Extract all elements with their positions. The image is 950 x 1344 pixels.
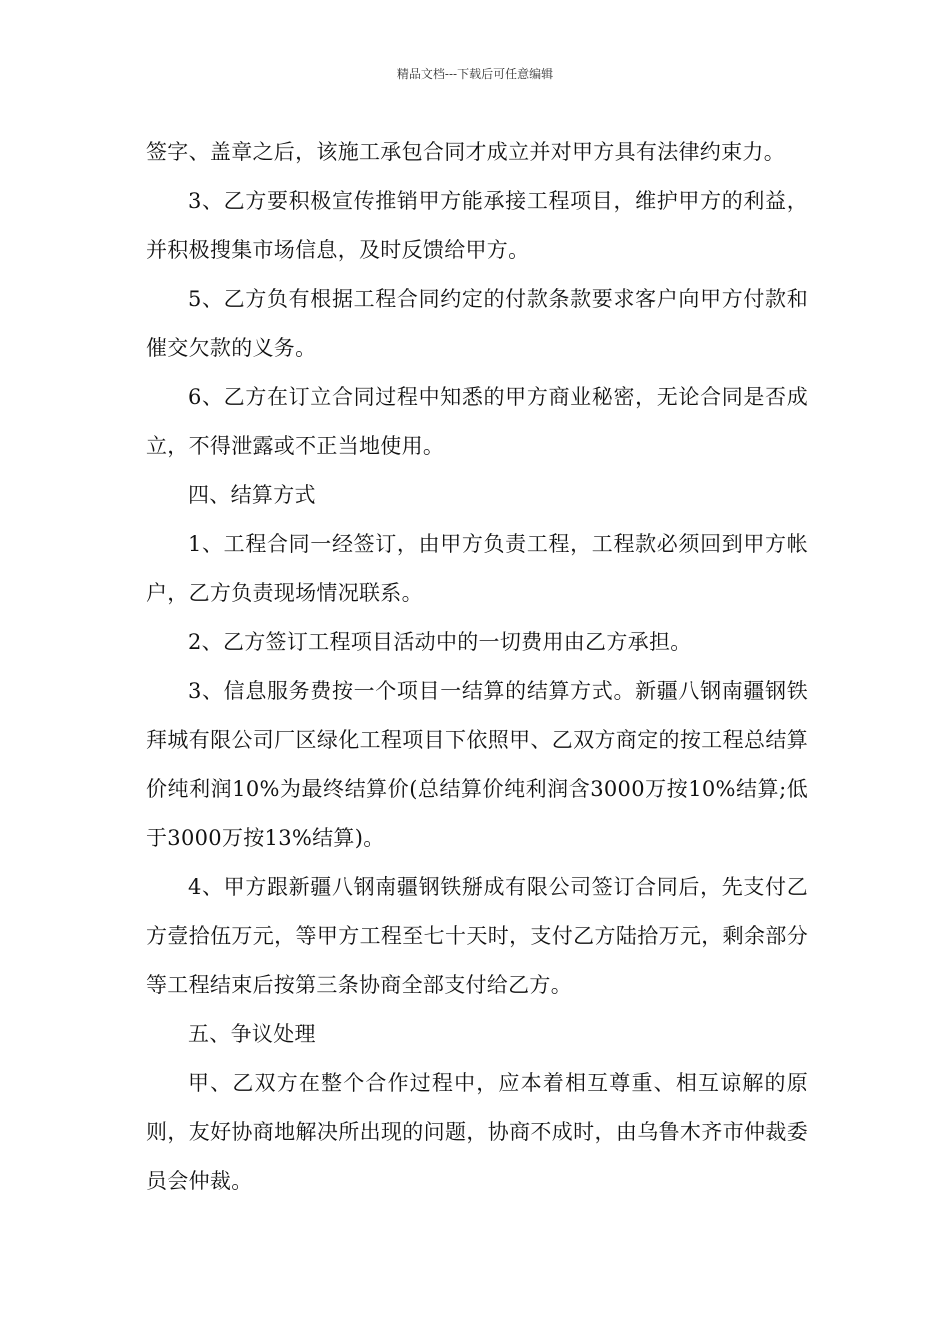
- section-heading-settlement: 四、结算方式: [188, 483, 316, 507]
- paragraph-signature-clause: 签字、盖章之后，该施工承包合同才成立并对甲方具有法律约束力。: [146, 140, 785, 164]
- document-body: [146, 128, 808, 1206]
- paragraph-settlement-1: 1、工程合同一经签订，由甲方负责工程，工程款必须回到甲方帐户，乙方负责现场情况联系。: [146, 532, 808, 605]
- paragraph-clause-5-payment-duty: 5、乙方负有根据工程合同约定的付款条款要求客户向甲方付款和催交欠款的义务。: [146, 287, 808, 360]
- paragraph-clause-6-confidentiality: 6、乙方在订立合同过程中知悉的甲方商业秘密，无论合同是否成立，不得泄露或不正当地使用。: [146, 385, 808, 458]
- section-heading-dispute: 五、争议处理: [188, 1022, 316, 1046]
- page-header: 精品文档---下载后可任意编辑: [396, 67, 554, 81]
- paragraph-clause-3-promotion: 3、乙方要积极宣传推销甲方能承接工程项目，维护甲方的利益，并积极搜集市场信息，及时反馈给甲方。: [146, 189, 808, 262]
- paragraph-settlement-2: 2、乙方签订工程项目活动中的一切费用由乙方承担。: [188, 630, 692, 654]
- paragraph-settlement-3: 3、信息服务费按一个项目一结算的结算方式。新疆八钢南疆钢铁拜城有限公司厂区绿化工程项目下依照甲、乙双方商定的按工程总结算价纯利润10%为最终结算价(总结算价纯利润含3000万按10%结算;低于3000万按13%结算)。: [146, 679, 808, 850]
- paragraph-dispute-resolution: 甲、乙双方在整个合作过程中，应本着相互尊重、相互谅解的原则，友好协商地解决所出现的问题，协商不成时，由乌鲁木齐市仲裁委员会仲裁。: [146, 1071, 808, 1193]
- paragraph-settlement-4: 4、甲方跟新疆八钢南疆钢铁掰成有限公司签订合同后，先支付乙方壹拾伍万元，等甲方工程至七十天时，支付乙方陆拾万元，剩余部分等工程结束后按第三条协商全部支付给乙方。: [146, 875, 808, 997]
